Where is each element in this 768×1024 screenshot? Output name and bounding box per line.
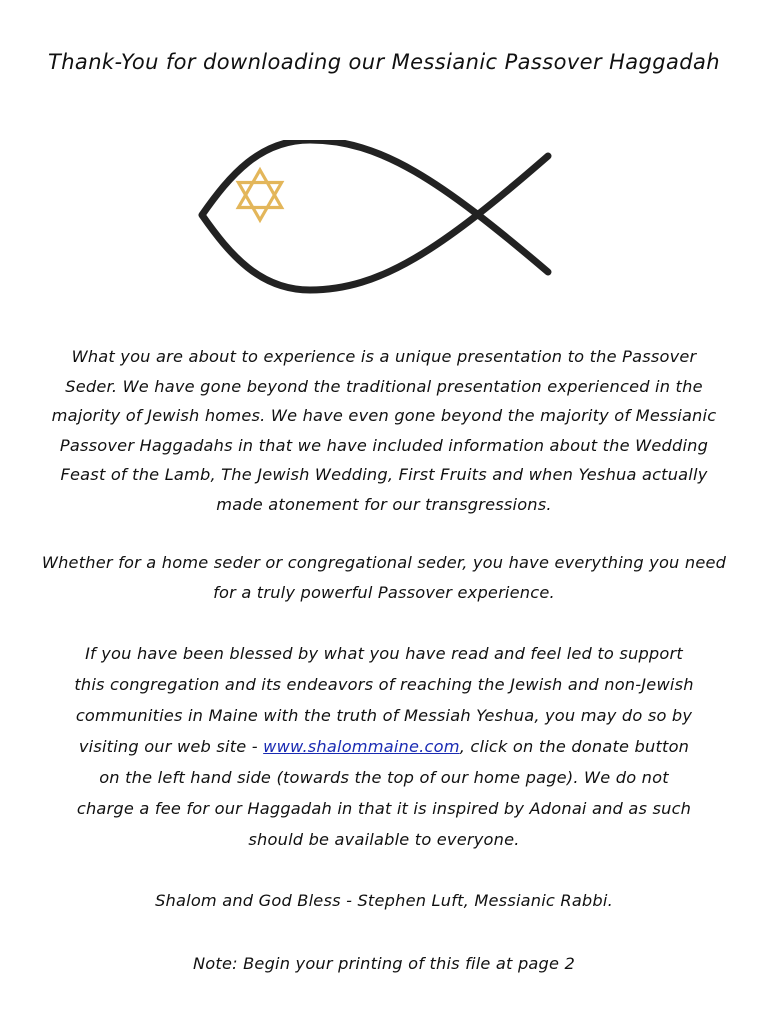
link-line: [40, 731, 728, 762]
text-line: Passover Haggadahs in that we have included information about the Wedding: [59, 435, 709, 455]
text-line: Feast of the Lamb, The Jewish Wedding, First Fruits and when Yeshua actually: [60, 465, 708, 484]
text-line: made atonement for our transgressions.: [216, 494, 552, 514]
link-suffix-text: , click on the donate button: [459, 737, 690, 756]
seder-paragraph: [40, 548, 728, 607]
page-title: Thank-You for downloading our Messianic Passover Haggadah: [48, 50, 720, 74]
star-of-david-icon: [238, 170, 281, 220]
text-line: Whether for a home seder or congregational seder, you have everything you need: [41, 553, 727, 572]
text-line: What you are about to experience is a unique presentation to the Passover: [71, 347, 697, 366]
support-paragraph: [40, 638, 728, 855]
text-line: If you have been blessed by what you have read and feel led to support: [85, 644, 683, 663]
text-line: Seder. We have gone beyond the traditional presentation experienced in the: [65, 376, 703, 396]
fish-outline: [202, 140, 548, 290]
text-line: on the left hand side (towards the top of our home page). We do not: [99, 768, 669, 787]
text-line: for a truly powerful Passover experience.: [213, 582, 555, 602]
printing-note: Note: Begin your printing of this file at page 2: [192, 954, 576, 973]
text-line: charge a fee for our Haggadah in that it is inspired by Adonai and as such: [76, 799, 692, 818]
text-line: should be available to everyone.: [248, 830, 520, 849]
text-line: majority of Jewish homes. We have even gone beyond the majority of Messianic: [51, 406, 717, 425]
ichthys-fish-icon: [190, 140, 570, 310]
text-line: this congregation and its endeavors of reaching the Jewish and non-Jewish: [74, 675, 694, 694]
website-link[interactable]: www.shalommaine.com: [263, 737, 460, 756]
link-prefix-text: visiting our web site -: [78, 737, 264, 756]
signature-line: Shalom and God Bless - Stephen Luft, Messianic Rabbi.: [155, 891, 613, 910]
text-line: communities in Maine with the truth of Messiah Yeshua, you may do so by: [75, 706, 693, 725]
intro-paragraph: [40, 342, 728, 519]
